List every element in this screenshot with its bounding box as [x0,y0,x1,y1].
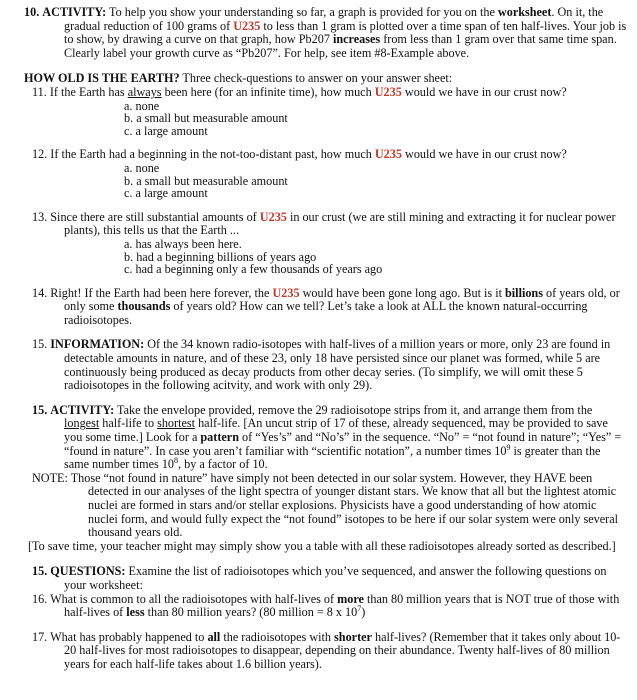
option-c: c. had a beginning only a few thousands of years ago [124,262,383,277]
bracket-note [24,540,627,554]
question-text: If the Earth had a beginning in the not-too-distant past, how much [50,147,375,162]
question-text-bold: thousands [117,299,171,314]
item-text: to less than 1 gram is plotted over a time span of ten half-lives. Your job is to show, by drawing a curve on that graph, how Pb207 [64,18,627,47]
item-text: half-life. [An uncut strip of 17 of these, already sequenced, may be provided to save you some time.] Look for a [64,416,608,445]
question-number: 12. [32,147,48,162]
question-text: If the Earth has [49,84,128,99]
note-label: NOTE: [32,470,68,485]
item-text-bold: increases [332,32,381,47]
question-text-bold: all [207,629,221,644]
questions-15 [24,565,627,592]
question-text-bold: less [126,605,145,620]
item-text-bold: pattern [200,430,239,445]
question-text: would we have in our crust now? [401,147,567,162]
item-text: , by a factor of 10. [178,457,268,472]
item-text-bold: worksheet [497,5,552,19]
item-number: 15. [32,564,48,579]
item-text: from less than 1 gram over that same time span. Clearly label your growth curve as “Pb207”. For help, see item #8-Example above. [64,32,617,60]
question-text-bold: shorter [334,629,372,644]
question-text-underlined: always [127,84,162,99]
option-a: a. has always been here. [124,236,242,251]
item-text: Take the envelope provided, remove the 29 radioisotope strips from it, and arrange them from the [114,402,593,417]
question-text: the radioisotopes with [220,629,335,644]
option-a: a. none [124,98,160,113]
item-heading: ACTIVITY: [50,402,115,417]
question-number: 16. [32,591,48,606]
section-heading: HOW OLD IS THE EARTH? [24,71,180,86]
question-text: than 80 million years? (80 million = 8 x 10 [144,605,358,620]
question-text: would we have in our crust now? [401,84,567,99]
item-text: Of the 34 known radio-isotopes with half-lives of a million years or more, only 23 are found in detectable amounts in nature, and of these 23, only 18 have persisted since our planet was formed, while 5 are continuously being produced as decay products from other decay series. (To simplify, we will omit these 5 radioisotopes in the following acitvity, and work with only 29). [64,337,611,393]
option-a: a. none [124,160,160,175]
question-16 [24,593,627,620]
question-text: What has probably happened to [50,629,208,644]
item-heading: INFORMATION: [50,337,145,352]
how-old-heading [24,72,627,86]
question-14 [24,287,627,328]
item-10-activity [24,6,627,60]
question-number: 17. [32,629,48,644]
item-text: of “Yes’s” and “No’s” in the sequence. “No” = “not found in nature”; “Yes” = “found in nature”. In case you aren’t familiar with “scientific notation”, a number times 10 [64,430,622,458]
bracket-note-text: [To save time, your teacher might may simply show you a table with all these radioisotopes already sorted as described.] [28,538,616,553]
question-text: would have been gone long ago. But is it [299,285,506,300]
question-text: in our crust (we are still mining and extracting it for nuclear power plants), this tells us that the Earth ... [64,209,616,238]
exponent: 7 [357,604,362,614]
item-text: To help you show your understanding so far, a graph is provided for you on the [106,5,498,19]
question-text: of years old, or only some [64,285,620,314]
activity-15 [24,404,627,472]
item-text: half-life to [99,416,158,431]
option-c: c. a large amount [124,123,208,138]
option-b: b. a small but measurable amount [124,173,288,188]
question-number: 13. [32,209,48,224]
question-number: 11. [32,84,47,99]
item-text: Examine the list of radioisotopes which you’ve sequenced, and answer the following questions on your worksheet: [64,564,607,592]
option-c: c. a large amount [124,186,208,201]
option-b: b. a small but measurable amount [124,111,288,126]
item-number: 15. [32,337,48,352]
question-text: Right! If the Earth had been here forever, the [50,285,273,300]
u235-highlight: U235 [374,147,402,162]
section-text: Three check-questions to answer on your answer sheet: [179,71,453,86]
u235-highlight: U235 [272,285,300,300]
u235-highlight: U235 [233,18,261,33]
item-text-underlined: longest [64,416,100,431]
item-text: is greater than the same number times 10 [64,443,601,472]
question-text: ) [361,605,366,620]
item-number: 15. [32,402,48,417]
question-text-bold: more [337,591,364,606]
question-11 [24,86,627,100]
item-heading: QUESTIONS: [50,564,126,579]
question-text-bold: billions [505,285,543,300]
question-12 [24,148,627,162]
exponent: 9 [506,442,511,452]
u235-highlight: U235 [374,84,402,99]
u235-highlight: U235 [259,209,287,224]
information-15 [24,338,627,392]
question-11-options [48,100,627,138]
question-13-options [48,238,627,276]
exponent: 8 [174,456,179,466]
question-text: of years old? How can we tell? Let’s take a look at ALL the known natural-occurring radioisotopes. [64,299,588,327]
question-text: Since there are still substantial amounts of [50,209,260,224]
option-b: b. had a beginning billions of years ago [124,249,317,264]
question-12-options [48,162,627,200]
question-17 [24,631,627,672]
question-text: than 80 million years that is NOT true of those with half-lives of [64,591,620,620]
question-text: What is common to all the radioisotopes with half-lives of [50,591,338,606]
item-heading: ACTIVITY: [42,5,107,19]
note-text: Those “not found in nature” have simply not been detected in our solar system. However, they HAVE been detected in our analyses of the light spectra of younger distant stars. We know that all but the lightest atomic nuclei are formed in stars and/or stellar explosions. Physicists have a good understanding of how atomic nuclei form, and would fully expect the “not found” isotopes to be here if our solar system were only several thousand years old. [67,470,619,540]
note-block [24,472,627,540]
question-13 [24,211,627,238]
question-number: 14. [32,285,48,300]
question-text: been here (for an infinite time), how much [161,84,375,99]
question-text: half-lives? (Remember that it takes only about 10-20 half-lives for most radioisotopes to disappear, depending on their abundance. Twenty half-lives of 80 million years for each half-life takes about 1.6 billion years). [64,629,621,671]
item-text: . On it, the gradual reduction of 100 grams of [64,5,604,33]
item-number: 10. [24,5,40,19]
item-text-underlined: shortest [157,416,196,431]
